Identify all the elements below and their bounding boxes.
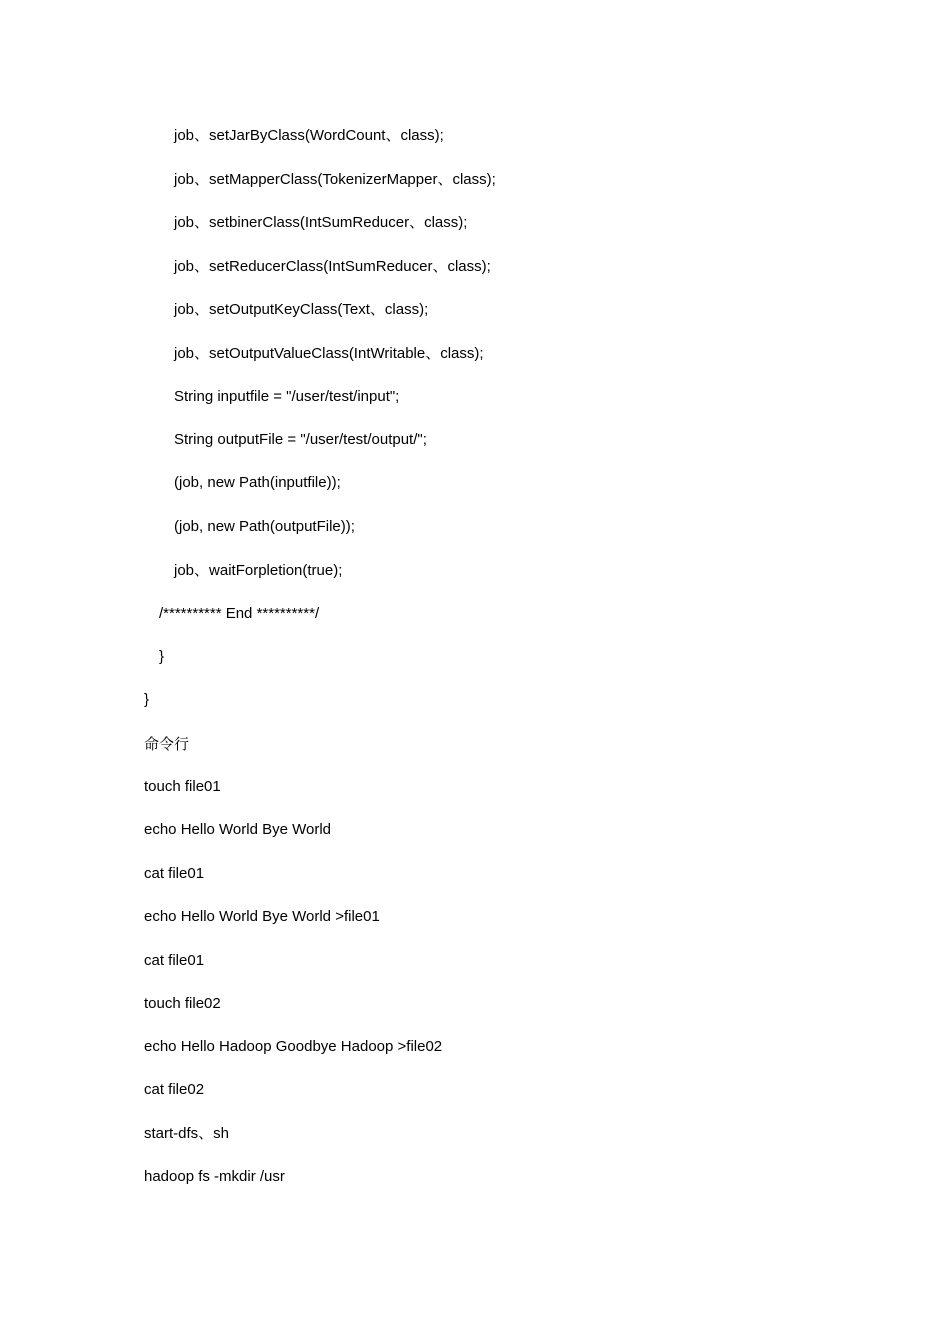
code-line: (job, new Path(outputFile)); [174, 518, 355, 535]
code-line: String outputFile = "/user/test/output/"; [174, 431, 427, 448]
command-line: cat file01 [144, 952, 205, 969]
command-line: start-dfs、sh [144, 1125, 230, 1142]
command-line: touch file02 [144, 995, 221, 1012]
code-line: job、setJarByClass(WordCount、class); [174, 127, 444, 144]
code-line: job、waitForpletion(true); [174, 562, 343, 579]
section-heading: 命令行 [144, 735, 190, 753]
code-line: (job, new Path(inputfile)); [174, 474, 341, 491]
command-line: echo Hello World Bye World >file01 [144, 908, 380, 925]
code-line: job、setbinerClass(IntSumReducer、class); [174, 214, 468, 231]
code-line: job、setMapperClass(TokenizerMapper、class); [174, 171, 496, 188]
command-line: hadoop fs -mkdir /usr [144, 1168, 285, 1185]
code-line: job、setOutputKeyClass(Text、class); [174, 301, 429, 318]
code-closing-brace: } [159, 648, 165, 665]
code-line: job、setOutputValueClass(IntWritable、class); [174, 345, 484, 362]
command-line: cat file02 [144, 1081, 205, 1098]
code-comment-line: /********** End **********/ [159, 605, 320, 622]
command-line: cat file01 [144, 865, 205, 882]
code-closing-brace: } [144, 691, 150, 708]
code-line: job、setReducerClass(IntSumReducer、class); [174, 258, 491, 275]
command-line: echo Hello Hadoop Goodbye Hadoop >file02 [144, 1038, 443, 1055]
code-line: String inputfile = "/user/test/input"; [174, 388, 400, 405]
command-line: touch file01 [144, 778, 221, 795]
command-line: echo Hello World Bye World [144, 821, 332, 838]
